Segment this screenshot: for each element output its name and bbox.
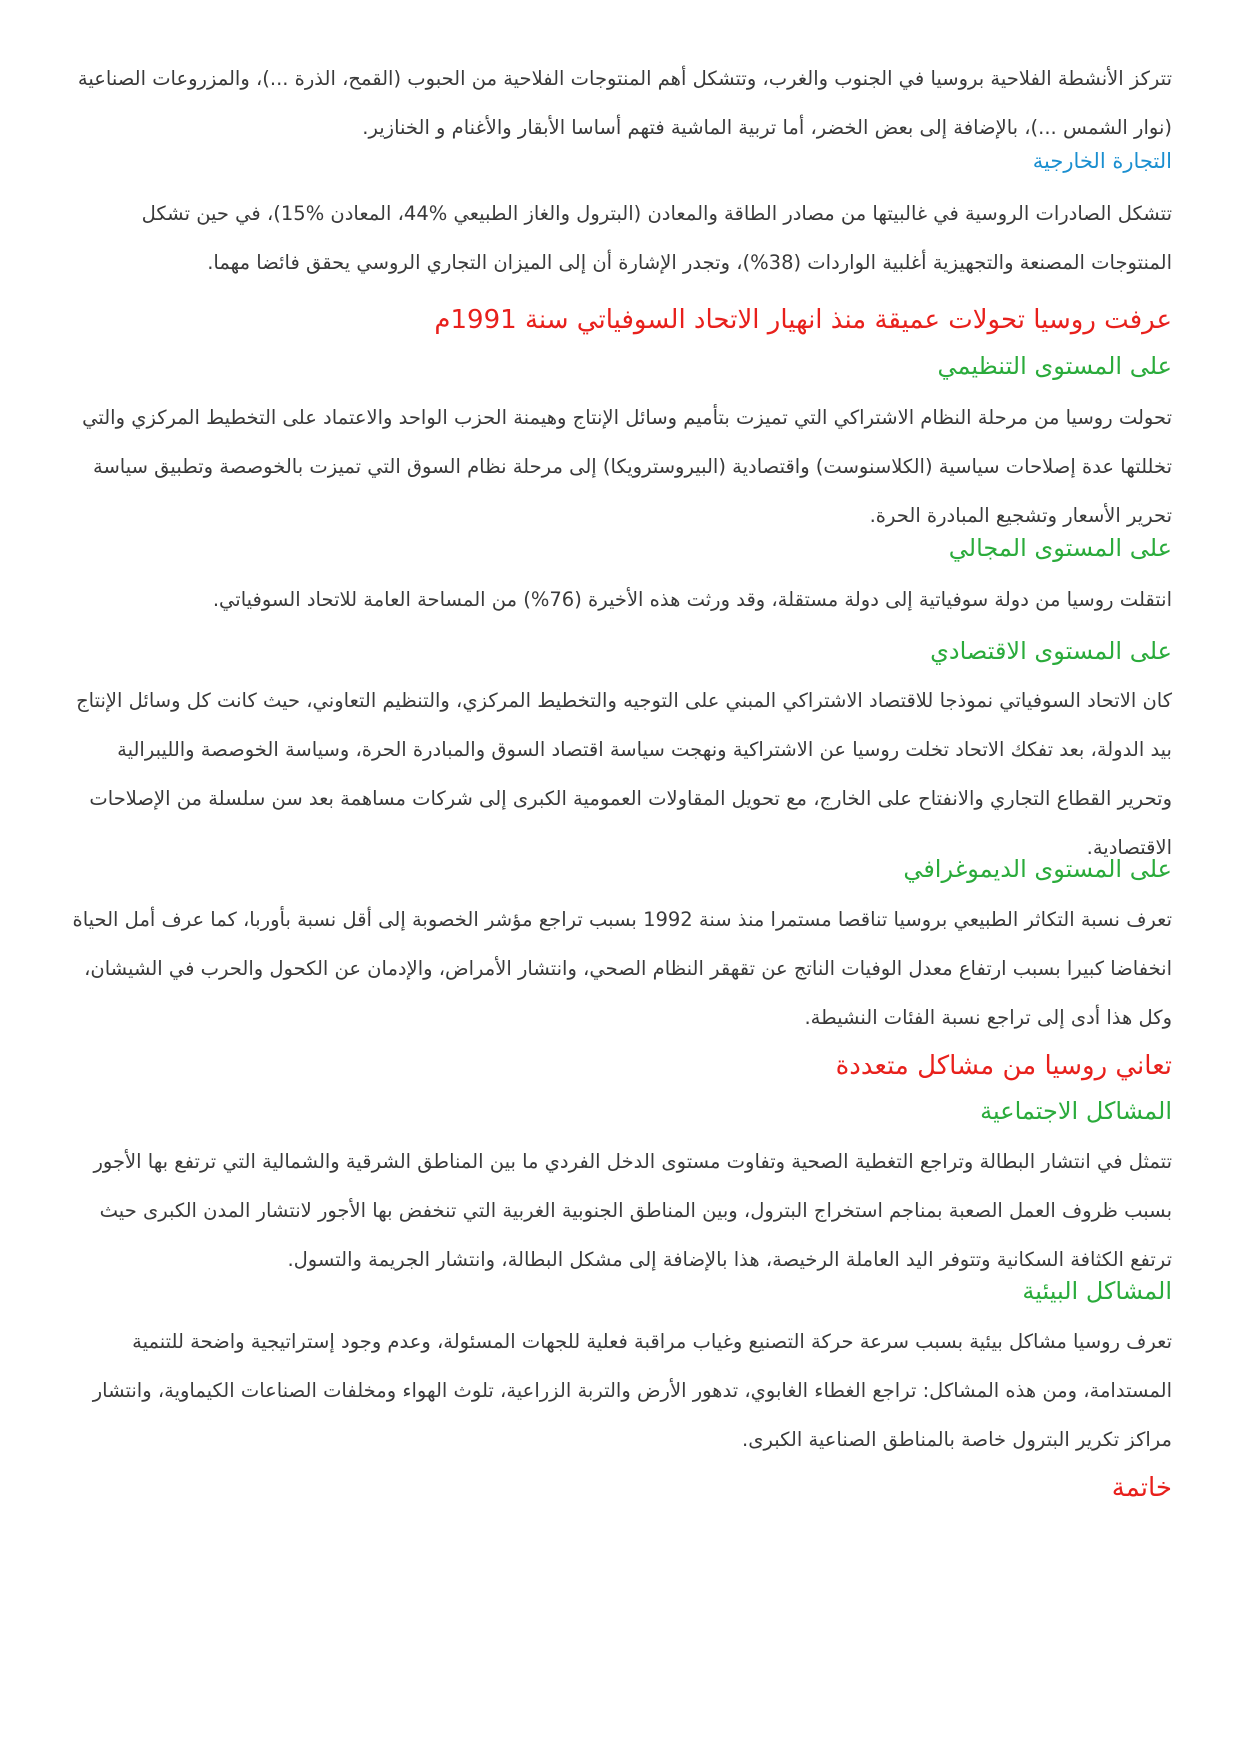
heading-spatial-level: على المستوى المجالي [948, 534, 1172, 562]
heading-social-problems: المشاكل الاجتماعية [980, 1097, 1172, 1125]
heading-organizational-level: على المستوى التنظيمي [937, 352, 1172, 380]
paragraph-economic-level: كان الاتحاد السوفياتي نموذجا للاقتصاد الاشتراكي المبني على التوجيه والتخطيط المركزي، والتنظيم التعاوني، حيث كانت كل وسائل الإنتاج بيد الدولة، بعد تفكك الاتحاد تخلت روسيا عن الاشتراكية ونهجت سياسة اقتصاد السوق والمبادرة الحرة، وسياسة الخوصصة والليبرالية وتحرير القطاع التجاري والانفتاح على الخارج، مع تحويل المقاولات العمومية الكبرى إلى شركات مساهمة بعد سن سلسلة من الإصلاحات الاقتصادية. [76, 689, 1172, 859]
paragraph-demographic-level: تعرف نسبة التكاثر الطبيعي بروسيا تناقصا مستمرا منذ سنة 1992 بسبب تراجع مؤشر الخصوبة إلى أقل نسبة بأوربا، كما عرف أمل الحياة انخفاضا كبيرا بسبب ارتفاع معدل الوفيات الناتج عن تقهقر النظام الصحي، وانتشار الأمراض، والإدمان عن الكحول والحرب في الشيشان، وكل هذا أدى إلى تراجع نسبة الفئات النشيطة. [72, 908, 1172, 1029]
heading-transformations: عرفت روسيا تحولات عميقة منذ انهيار الاتحاد السوفياتي سنة 1991م [434, 305, 1172, 335]
heading-demographic-level: على المستوى الديموغرافي [903, 855, 1172, 883]
paragraph-foreign-trade: تتشكل الصادرات الروسية في غالبيتها من مصادر الطاقة والمعادن (البترول والغاز الطبيعي %44، المعادن %15)، في حين تشكل المنتوجات المصنعة والتجهيزية أغلبية الواردات (38%)، وتجدر الإشارة أن إلى الميزان التجاري الروسي يحقق فائضا مهما. [141, 202, 1172, 274]
paragraph-spatial-level: انتقلت روسيا من دولة سوفياتية إلى دولة مستقلة، وقد ورثت هذه الأخيرة (76%) من المساحة العامة للاتحاد السوفياتي. [212, 588, 1172, 611]
paragraph-organizational-level: تحولت روسيا من مرحلة النظام الاشتراكي التي تميزت بتأميم وسائل الإنتاج وهيمنة الحزب الواحد والاعتماد على التخطيط المركزي والتي تخللتها عدة إصلاحات سياسية (الكلاسنوست) واقتصادية (البيروسترويكا) إلى مرحلة نظام السوق التي تميزت بالخوصصة وتطبيق سياسة تحرير الأسعار وتشجيع المبادرة الحرة. [82, 406, 1172, 527]
heading-problems: تعاني روسيا من مشاكل متعددة [835, 1051, 1172, 1081]
heading-environmental-problems: المشاكل البيئية [1022, 1277, 1172, 1305]
paragraph-social-problems: تتمثل في انتشار البطالة وتراجع التغطية الصحية وتفاوت مستوى الدخل الفردي ما بين المناطق الشرقية والشمالية التي ترتفع بها الأجور بسبب ظروف العمل الصعبة بمناجم استخراج البترول، وبين المناطق الجنوبية الغربية التي تنخفض بها الأجور لانتشار المدن الكبرى حيث ترتفع الكثافة السكانية وتتوفر اليد العاملة الرخيصة، هذا بالإضافة إلى مشكل البطالة، وانتشار الجريمة والتسول. [93, 1150, 1172, 1271]
heading-economic-level: على المستوى الاقتصادي [930, 637, 1172, 665]
paragraph-environmental-problems: تعرف روسيا مشاكل بيئية بسبب سرعة حركة التصنيع وغياب مراقبة فعلية للجهات المسئولة، وعدم وجود إستراتيجية واضحة للتنمية المستدامة، ومن هذه المشاكل: تراجع الغطاء الغابوي، تدهور الأرض والتربة الزراعية، تلوث الهواء ومخلفات الصناعات الكيماوية، وانتشار مراكز تكرير البترول خاصة بالمناطق الصناعية الكبرى. [92, 1330, 1172, 1451]
heading-foreign-trade: التجارة الخارجية [1032, 149, 1172, 173]
heading-conclusion: خاتمة [1111, 1473, 1172, 1503]
paragraph-agriculture: تتركز الأنشطة الفلاحية بروسيا في الجنوب والغرب، وتتشكل أهم المنتوجات الفلاحية من الحبوب (القمح، الذرة ...)، والمزروعات الصناعية (نوار الشمس ...)، بالإضافة إلى بعض الخضر، أما تربية الماشية فتهم أساسا الأبقار والأغنام و الخنازير. [77, 67, 1172, 139]
